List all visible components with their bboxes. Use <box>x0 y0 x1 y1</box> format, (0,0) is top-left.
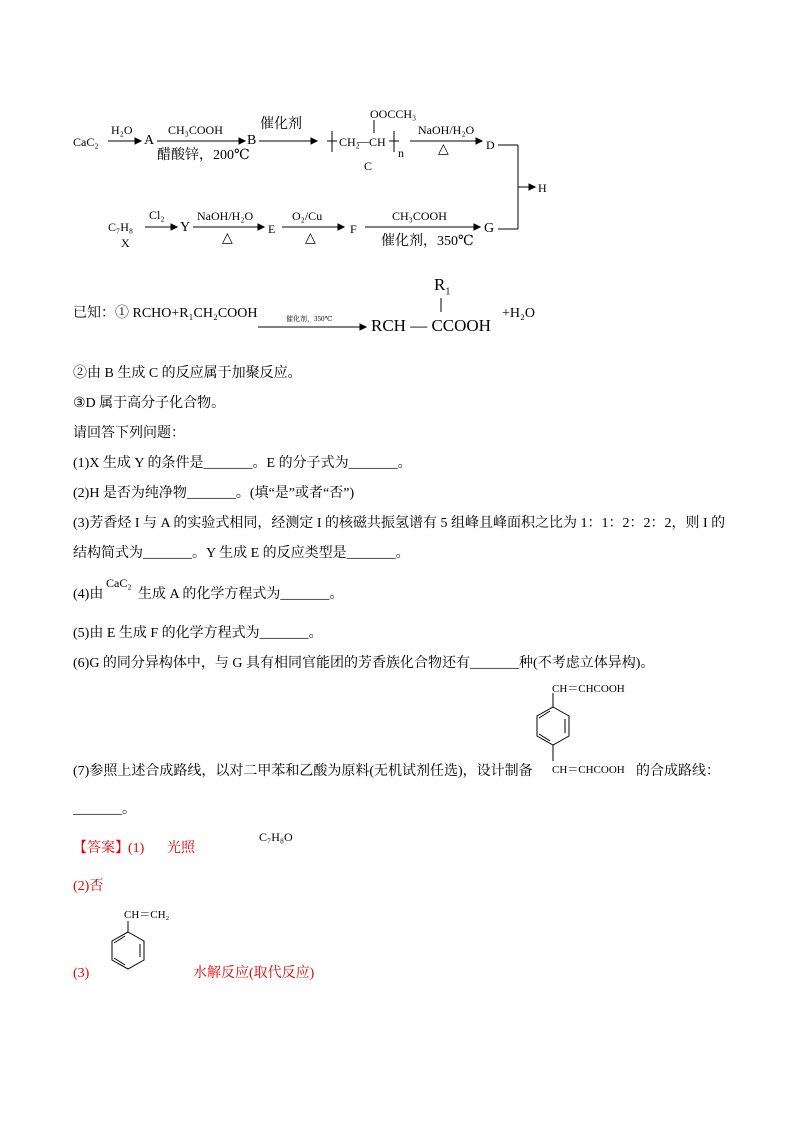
question-6: (6)G 的同分异构体中，与 G 具有相同官能团的芳香族化合物还有_______种(不考虑立体异构)。 <box>73 656 655 671</box>
question-3-line-1: (3)芳香烃 I 与 A 的实验式相同，经测定 I 的核磁共振氢谱有 5 组峰且峰面积之比为 1：1：2：2：2，则 I 的 <box>73 516 726 531</box>
reagent-naoh-1: NaOH/H₂O <box>418 123 475 137</box>
reagent-ch3cooh-2: CH₃COOH <box>392 209 447 223</box>
compound-d: D <box>486 138 495 152</box>
question-7-blank: _______。 <box>73 802 136 817</box>
compound-y: Y <box>180 220 191 235</box>
known-product: RCH — CCOOH <box>371 316 491 335</box>
question-1: (1)X 生成 Y 的条件是_______。E 的分子式为_______。 <box>73 456 412 471</box>
compound-x: X <box>121 236 130 250</box>
reagent-naoh-2: NaOH/H₂O <box>197 209 254 223</box>
answer-3-substituent: CH＝CH₂ <box>124 909 170 921</box>
heat-3: △ <box>305 231 316 246</box>
compound-g: G <box>484 221 495 236</box>
compound-b: B <box>247 133 257 148</box>
benzene-ring-q7 <box>537 693 569 761</box>
group-oocch3: OOCCH₃ <box>370 107 417 121</box>
known-reaction-lead: 已知：① RCHO+R₁CH₂COOH <box>73 306 258 321</box>
compound-c: C <box>364 159 373 173</box>
polymer-ch2: CH₂ <box>339 135 360 149</box>
compound-f: F <box>350 222 357 236</box>
question-4-prefix: (4)由 <box>73 587 104 602</box>
target-top-substituent: CH＝CHCOOH <box>552 683 625 695</box>
heat-1: △ <box>438 142 449 157</box>
known-item-3: ③D 属于高分子化合物。 <box>73 396 226 411</box>
reagent-h2o: H₂O <box>111 123 133 137</box>
condition-ab: 醋酸锌，200℃ <box>157 148 250 163</box>
answer-2: (2)否 <box>73 879 104 894</box>
compound-h: H <box>538 181 547 195</box>
answer-1-condition: 光照 <box>167 841 195 856</box>
question-3-line-2: 结构简式为_______。Y 生成 E 的反应类型是_______。 <box>73 546 410 561</box>
heat-2: △ <box>222 231 233 246</box>
answer-1-num: (1) <box>128 841 145 856</box>
known-condition: 催化剂，350℃ <box>286 315 333 323</box>
compound-a: A <box>144 133 155 148</box>
answer-3-type: 水解反应(取代反应) <box>193 966 315 981</box>
question-7: (7)参照上述合成路线，以对二甲苯和乙酸为原料(无机试剂任选)，设计制备 <box>73 764 533 779</box>
known-r1: $R_1$ <box>434 275 451 298</box>
known-item-2: ②由 B 生成 C 的反应属于加聚反应。 <box>73 366 302 381</box>
reagent-o2cu: O₂/Cu <box>292 209 323 223</box>
known-water: +H₂O <box>502 306 535 321</box>
reagent-cl2: Cl₂ <box>149 208 165 222</box>
answer-1-formula: C₇H₈O <box>259 830 293 844</box>
answer-label: 【答案】 <box>73 841 129 856</box>
polymer-ch: CH <box>369 135 386 149</box>
polymer-dash: — <box>357 134 369 148</box>
questions-intro: 请回答下列问题： <box>73 426 185 441</box>
target-bottom-substituent: CH＝CHCOOH <box>552 764 625 776</box>
question-4-suffix: 生成 A 的化学方程式为_______。 <box>138 587 344 602</box>
question-4-cac2: CaC₂ <box>106 576 132 590</box>
question-2: (2)H 是否为纯净物_______。(填“是”或者“否”) <box>73 486 355 501</box>
polymer-n: n <box>398 146 404 160</box>
answer-3-num: (3) <box>73 966 90 981</box>
question-5: (5)由 E 生成 F 的化学方程式为_______。 <box>73 626 323 641</box>
compound-e: E <box>268 222 276 236</box>
benzene-ring-answer <box>112 921 144 969</box>
reactant-c7h8: C₇H₈ <box>108 220 134 234</box>
reagent-ch3cooh-1: CH₃COOH <box>168 123 223 137</box>
reactant-cac2: CaC₂ <box>73 135 99 149</box>
question-7-suffix: 的合成路线： <box>636 764 720 779</box>
reagent-catalyst: 催化剂 <box>260 117 302 132</box>
condition-fg: 催化剂，350℃ <box>381 234 474 249</box>
